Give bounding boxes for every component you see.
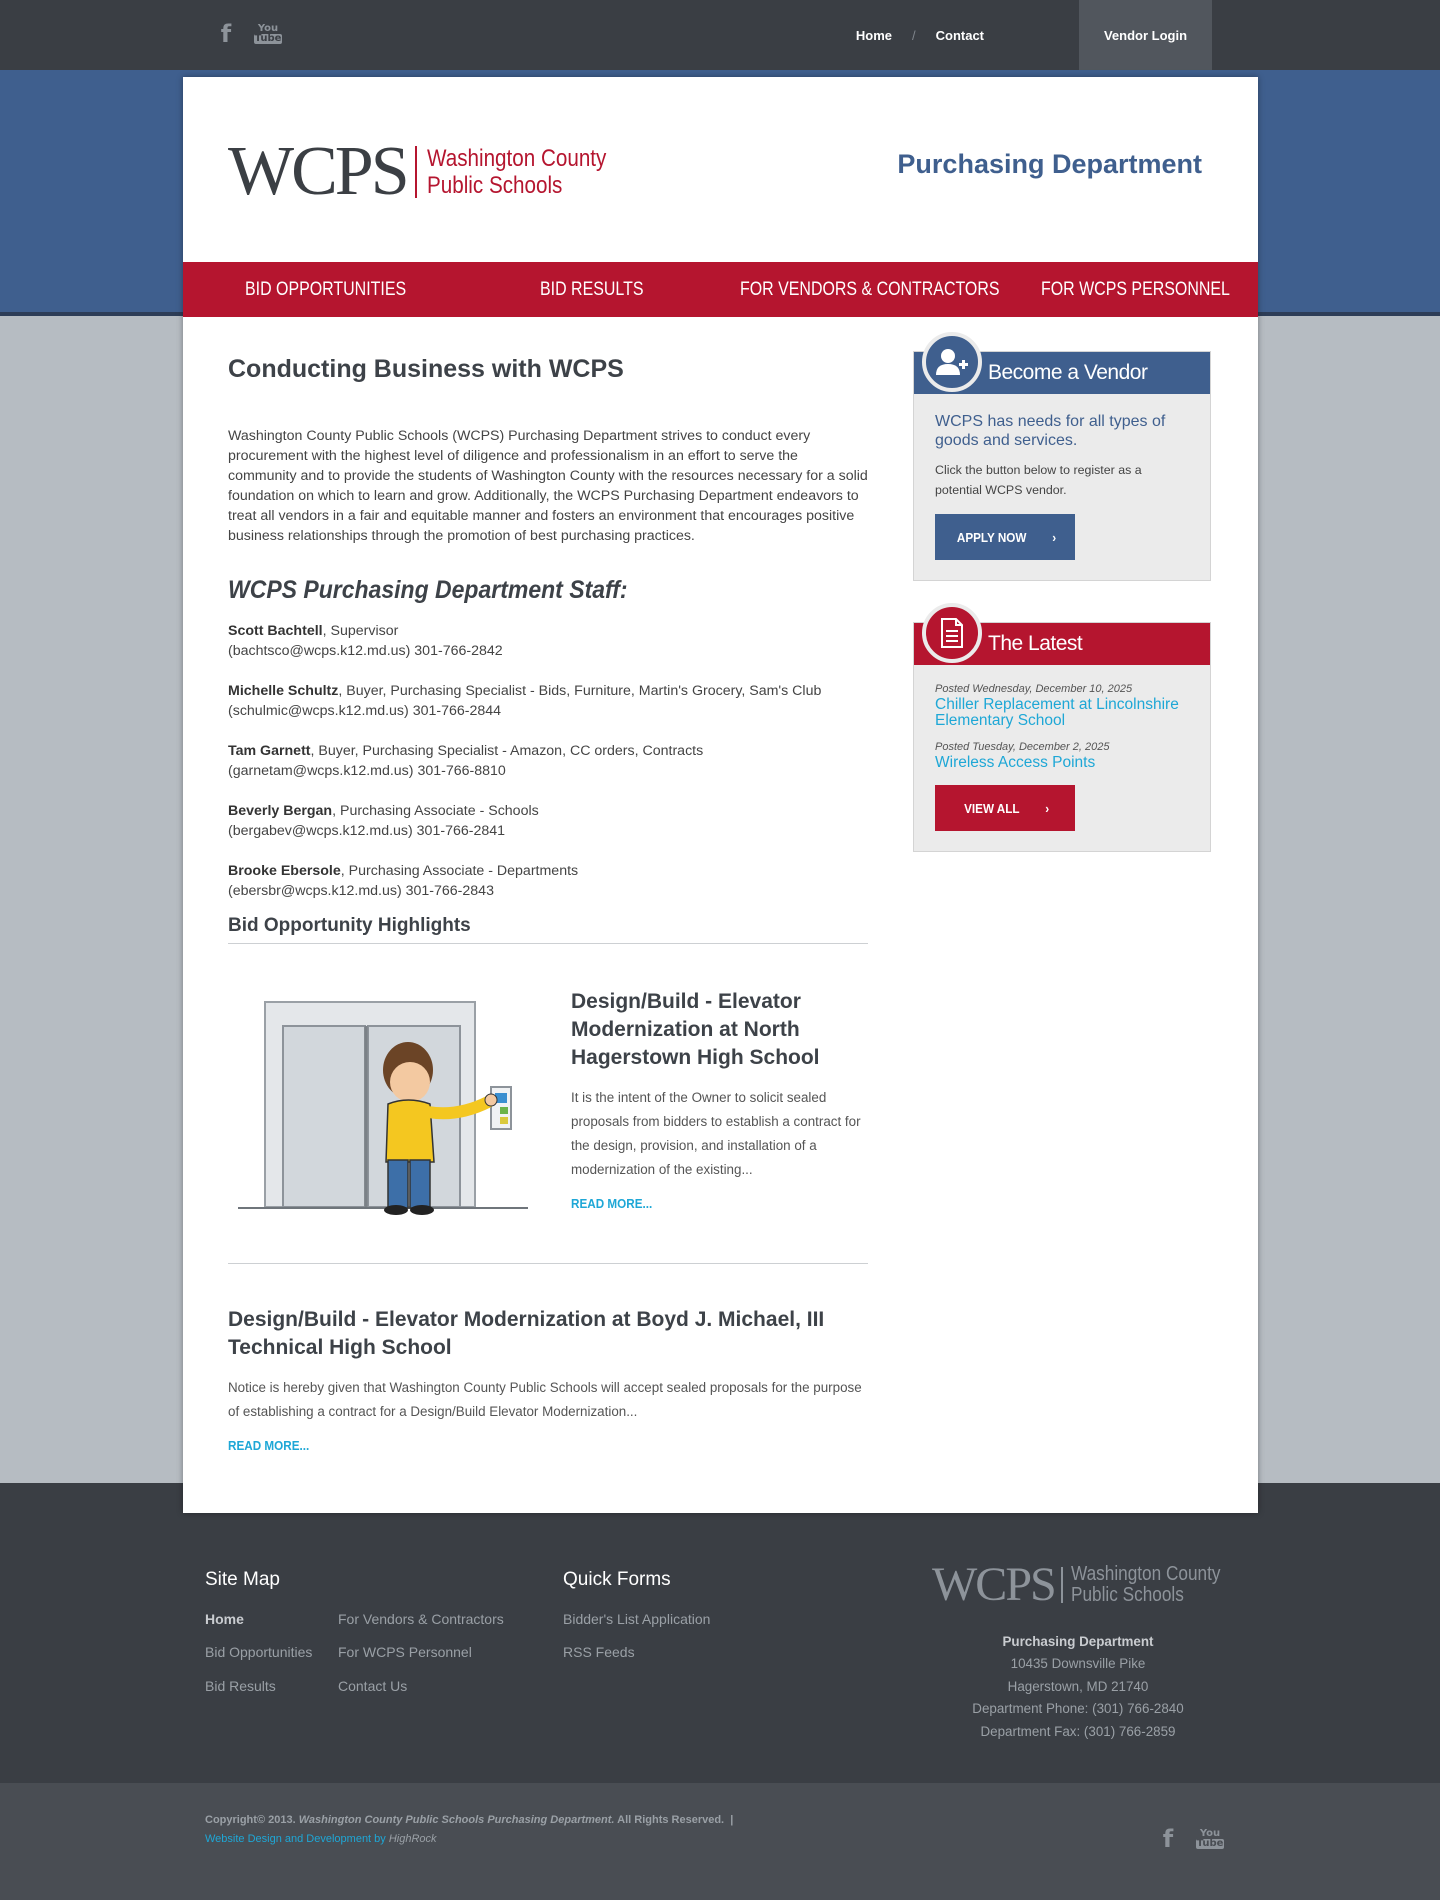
- staff-role: , Buyer, Purchasing Specialist - Amazon, CC orders, Contracts: [310, 743, 704, 759]
- staff-name: Tam Garnett: [228, 743, 311, 759]
- staff-role: , Buyer, Purchasing Specialist - Bids, Furniture, Martin's Grocery, Sam's Club: [338, 683, 822, 699]
- featured-bid-body: [571, 988, 871, 1213]
- featured-bid-excerpt: It is the intent of the Owner to solicit sealed proposals from bidders to establish a contract for the design, provision, and installation of a modernization of the existing...: [571, 1090, 861, 1177]
- logo-text: [427, 145, 606, 199]
- logo-line1: Washington County: [426, 145, 606, 172]
- nav-wcps-personnel[interactable]: FOR WCPS PERSONNEL: [1041, 278, 1230, 300]
- youtube-glyph-you: You: [1199, 1828, 1221, 1839]
- become-vendor-widget: [913, 351, 1211, 581]
- featured-bid: [228, 944, 868, 1264]
- staff-heading: WCPS Purchasing Department Staff:: [228, 576, 628, 604]
- staff-role: , Purchasing Associate - Departments: [340, 863, 579, 879]
- staff-contact: (bachtsco@wcps.k12.md.us) 301-766-2842: [228, 643, 503, 659]
- latest-title: The Latest: [988, 632, 1083, 655]
- facebook-icon[interactable]: f: [220, 20, 232, 48]
- become-vendor-text: Click the button below to register as a potential WCPS vendor.: [935, 463, 1142, 497]
- document-icon: [922, 603, 982, 663]
- latest-post-link[interactable]: Chiller Replacement at Lincolnshire Elementary School: [935, 696, 1179, 729]
- staff-list: [228, 621, 868, 901]
- bottom-bar: [0, 1783, 1440, 1900]
- youtube-glyph-tube: Tube: [254, 33, 282, 44]
- footer-link-bid-results[interactable]: Bid Results: [205, 1678, 276, 1694]
- staff-contact: (schulmic@wcps.k12.md.us) 301-766-2844: [228, 703, 502, 719]
- latest-body: [914, 665, 1210, 851]
- footer-logo-line1: Washington County: [1070, 1563, 1221, 1585]
- copyright-prefix: Copyright© 2013.: [205, 1814, 296, 1826]
- footer-address: [938, 1631, 1218, 1743]
- nav-bid-results[interactable]: BID RESULTS: [540, 278, 644, 300]
- footer-sitemap-heading: Site Map: [205, 1569, 280, 1590]
- main-nav: [183, 262, 1258, 317]
- footer-logo: [932, 1558, 1245, 1611]
- staff-contact: (ebersbr@wcps.k12.md.us) 301-766-2843: [228, 883, 494, 899]
- credit-name: HighRock: [388, 1833, 437, 1845]
- copyright-separator: |: [730, 1814, 734, 1826]
- staff-entry: [228, 681, 868, 721]
- nav-bid-opportunities[interactable]: BID OPPORTUNITIES: [245, 278, 407, 300]
- footer-address-street: 10435 Downsville Pike: [1010, 1656, 1146, 1672]
- top-nav-home[interactable]: Home: [855, 27, 892, 43]
- top-nav: [856, 0, 984, 70]
- staff-entry: [228, 801, 868, 841]
- main-card: [183, 77, 1258, 1513]
- staff-role: , Purchasing Associate - Schools: [332, 803, 539, 819]
- credit-prefix: Website Design and Development by: [205, 1833, 386, 1845]
- department-title: Purchasing Department: [897, 149, 1202, 179]
- top-bar: [0, 0, 1440, 70]
- footer-link-home[interactable]: Home: [205, 1611, 244, 1627]
- featured-bid-title[interactable]: Design/Build - Elevator Modernization at North Hagerstown High School: [571, 990, 820, 1069]
- view-all-label: VIEW ALL: [964, 800, 1020, 816]
- bid-post-excerpt: Notice is hereby given that Washington County Public Schools will accept sealed proposals for the purpose of establishing a contract for a Design/Build Elevator Modernization...: [228, 1380, 862, 1419]
- latest-post-date: Posted Tuesday, December 2, 2025: [935, 741, 1110, 753]
- apply-now-label: APPLY NOW: [957, 529, 1027, 545]
- bid-post-title[interactable]: Design/Build - Elevator Modernization at Boyd J. Michael, III Technical High School: [228, 1308, 825, 1359]
- facebook-icon[interactable]: f: [1162, 1825, 1174, 1853]
- footer-link-personnel[interactable]: For WCPS Personnel: [338, 1644, 472, 1660]
- footer-logo-line2: Public Schools: [1070, 1584, 1184, 1606]
- logo-divider: [415, 146, 417, 198]
- footer-address-phone: Department Phone: (301) 766-2840: [972, 1701, 1184, 1717]
- latest-header: [914, 623, 1210, 665]
- chevron-right-icon: ›: [1052, 529, 1057, 545]
- footer-logo-divider: [1061, 1567, 1063, 1603]
- staff-name: Brooke Ebersole: [228, 863, 341, 879]
- staff-entry: [228, 741, 868, 781]
- staff-name: Michelle Schultz: [228, 683, 339, 699]
- staff-contact: (garnetam@wcps.k12.md.us) 301-766-8810: [228, 763, 506, 779]
- bid-post: [228, 1306, 868, 1455]
- footer-link-bidders-list[interactable]: Bidder's List Application: [563, 1611, 711, 1627]
- copyright-suffix: All Rights Reserved.: [617, 1814, 725, 1826]
- logo-line2: Public Schools: [426, 172, 563, 199]
- credit-link[interactable]: [205, 1833, 437, 1845]
- footer-quickforms-heading: Quick Forms: [563, 1569, 671, 1590]
- bid-post-read-more[interactable]: READ MORE...: [228, 1438, 310, 1453]
- top-nav-contact[interactable]: Contact: [935, 27, 984, 43]
- youtube-glyph-you: You: [257, 23, 279, 34]
- featured-bid-read-more[interactable]: READ MORE...: [571, 1196, 653, 1211]
- become-vendor-lead: WCPS has needs for all types of goods and services.: [935, 413, 1166, 449]
- staff-name: Scott Bachtell: [228, 623, 323, 639]
- latest-widget: [913, 622, 1211, 852]
- intro-paragraph: Washington County Public Schools (WCPS) Purchasing Department strives to conduct every procurement with the highest level of diligence and professionalism in an effort to serve the community and to provide the students of Washington County with the resources necessary for a solid foundation on which to learn and grow. Additionally, the WCPS Purchasing Department endeavors to treat all vendors in a fair and equitable manner and fosters an environment that encourages positive business relationships through the promotion of best purchasing practices.: [228, 428, 868, 544]
- youtube-icon[interactable]: [1196, 1825, 1224, 1853]
- footer: [0, 1483, 1440, 1783]
- youtube-glyph-tube: Tube: [1196, 1838, 1224, 1849]
- vendor-login-button[interactable]: Vendor Login: [1079, 0, 1212, 70]
- content-column: [228, 355, 868, 1455]
- copyright-org: Washington County Public Schools Purchasing Department.: [298, 1814, 615, 1826]
- social-links-top: [215, 20, 282, 48]
- become-vendor-title: Become a Vendor: [988, 361, 1148, 384]
- footer-logo-mark: WCPS: [932, 1558, 1055, 1611]
- copyright: [205, 1811, 733, 1849]
- footer-address-fax: Department Fax: (301) 766-2859: [980, 1723, 1176, 1739]
- social-links-bottom: [1157, 1825, 1224, 1853]
- elevator-illustration[interactable]: [238, 992, 528, 1222]
- footer-link-contact[interactable]: Contact Us: [338, 1678, 408, 1694]
- nav-vendors-contractors[interactable]: FOR VENDORS & CONTRACTORS: [740, 278, 1000, 300]
- footer-link-bid-opportunities[interactable]: Bid Opportunities: [205, 1644, 313, 1660]
- staff-name: Beverly Bergan: [228, 803, 333, 819]
- become-vendor-header: [914, 352, 1210, 394]
- logo-mark: WCPS: [228, 133, 407, 210]
- staff-contact: (bergabev@wcps.k12.md.us) 301-766-2841: [228, 823, 506, 839]
- footer-logo-text: [1071, 1564, 1220, 1606]
- footer-link-vendors[interactable]: For Vendors & Contractors: [338, 1611, 504, 1627]
- chevron-right-icon: ›: [1044, 800, 1049, 816]
- staff-role: , Supervisor: [322, 623, 399, 639]
- latest-post-date: Posted Wednesday, December 10, 2025: [935, 683, 1133, 695]
- wcps-logo[interactable]: [228, 133, 635, 210]
- footer-link-rss[interactable]: RSS Feeds: [563, 1644, 635, 1660]
- view-all-button[interactable]: [935, 785, 1075, 831]
- latest-post-link[interactable]: Wireless Access Points: [935, 754, 1096, 771]
- staff-entry: [228, 621, 868, 661]
- footer-address-name: Purchasing Department: [1002, 1634, 1154, 1649]
- youtube-icon[interactable]: [254, 20, 282, 48]
- footer-address-city: Hagerstown, MD 21740: [1007, 1678, 1149, 1694]
- add-user-icon: [922, 332, 982, 392]
- highlights-heading: Bid Opportunity Highlights: [228, 915, 868, 944]
- staff-entry: [228, 861, 868, 901]
- apply-now-button[interactable]: [935, 514, 1075, 560]
- become-vendor-body: [914, 394, 1210, 580]
- top-nav-separator: /: [911, 27, 916, 43]
- page-title: Conducting Business with WCPS: [228, 355, 624, 383]
